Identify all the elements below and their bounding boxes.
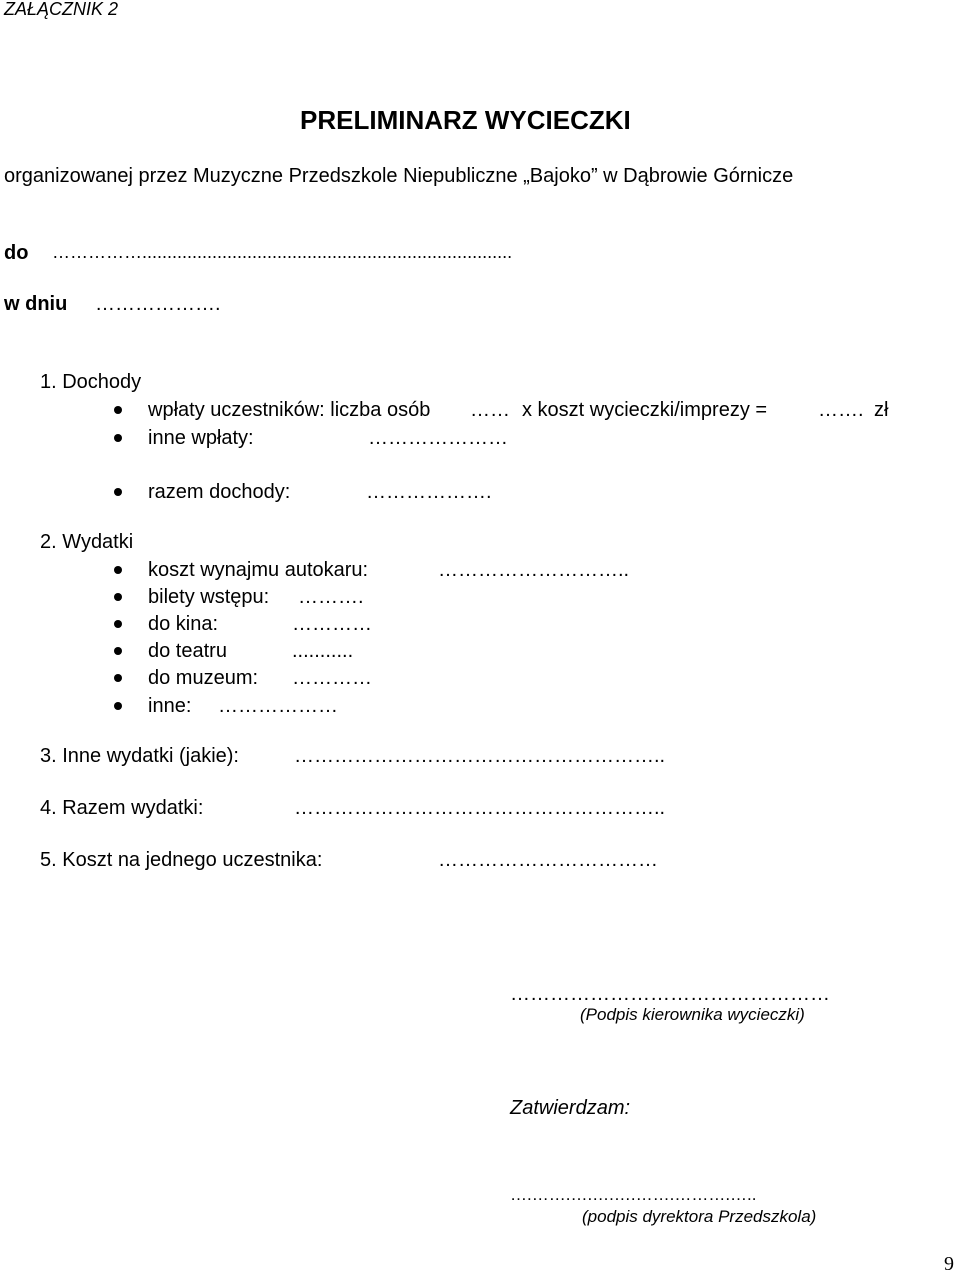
bullet-icon xyxy=(114,702,122,710)
expense-museum-label: do muzeum: xyxy=(148,667,259,689)
director-signature-caption: (podpis dyrektora Przedszkola) xyxy=(582,1207,817,1226)
income-participants-formula: x koszt wycieczki/imprezy = xyxy=(522,399,768,421)
bullet-icon xyxy=(114,647,122,655)
income-other-label: inne wpłaty: xyxy=(148,427,254,449)
bullet-icon xyxy=(114,620,122,628)
bullet-icon xyxy=(114,566,122,574)
income-participants-unit: zł xyxy=(874,399,889,421)
date-field: ………………. xyxy=(95,293,221,315)
date-label: w dniu xyxy=(4,293,68,315)
income-other-field: ………………… xyxy=(368,427,508,449)
expense-tickets-label: bilety wstępu: xyxy=(148,586,270,608)
director-signature-line: ….…….….….….…….……….….. xyxy=(510,1185,757,1204)
income-participants-result: ……. xyxy=(818,399,864,421)
per-person-cost-field: …………………………… xyxy=(438,849,658,871)
expense-bus-field: ……………………….. xyxy=(438,559,630,581)
expenses-heading: 2. Wydatki xyxy=(40,531,134,553)
other-expenses-field: ……………………………………………….. xyxy=(294,745,666,767)
expense-tickets-field: ………. xyxy=(298,586,364,608)
income-heading: 1. Dochody xyxy=(40,371,142,393)
total-expenses-field: ……………………………………………….. xyxy=(294,797,666,819)
annex-label: ZAŁĄCZNIK 2 xyxy=(4,0,119,19)
bullet-icon xyxy=(114,406,122,414)
leader-signature-line: ………………………………………… xyxy=(510,983,830,1005)
bullet-icon xyxy=(114,674,122,682)
expense-other-field: ……………… xyxy=(218,695,338,717)
page-title: PRELIMINARZ WYCIECZKI xyxy=(300,105,631,135)
income-total-label: razem dochody: xyxy=(148,481,291,503)
expense-cinema-label: do kina: xyxy=(148,613,219,635)
expense-bus-label: koszt wynajmu autokaru: xyxy=(148,559,369,581)
total-expenses-label: 4. Razem wydatki: xyxy=(40,797,204,819)
bullet-icon xyxy=(114,593,122,601)
per-person-cost-label: 5. Koszt na jednego uczestnika: xyxy=(40,849,323,871)
other-expenses-label: 3. Inne wydatki (jakie): xyxy=(40,745,239,767)
income-total-field: ………………. xyxy=(366,481,492,503)
approval-label: Zatwierdzam: xyxy=(510,1097,631,1119)
expense-theatre-label: do teatru xyxy=(148,640,227,662)
expense-museum-field: ………… xyxy=(292,667,372,689)
destination-label: do xyxy=(4,242,29,264)
subtitle: organizowanej przez Muzyczne Przedszkole Niepubliczne „Bajoko” w Dąbrowie Górnicze xyxy=(4,165,794,187)
income-participants-count: …… xyxy=(470,399,510,421)
destination-field: …………….......................................................................... xyxy=(52,242,513,262)
expense-other-label: inne: xyxy=(148,695,192,717)
bullet-icon xyxy=(114,434,122,442)
page-number: 9 xyxy=(944,1253,954,1275)
income-participants-label: wpłaty uczestników: liczba osób xyxy=(148,399,431,421)
expense-cinema-field: ………… xyxy=(292,613,372,635)
bullet-icon xyxy=(114,488,122,496)
expense-theatre-field: ........... xyxy=(292,640,354,662)
leader-signature-caption: (Podpis kierownika wycieczki) xyxy=(580,1005,805,1024)
